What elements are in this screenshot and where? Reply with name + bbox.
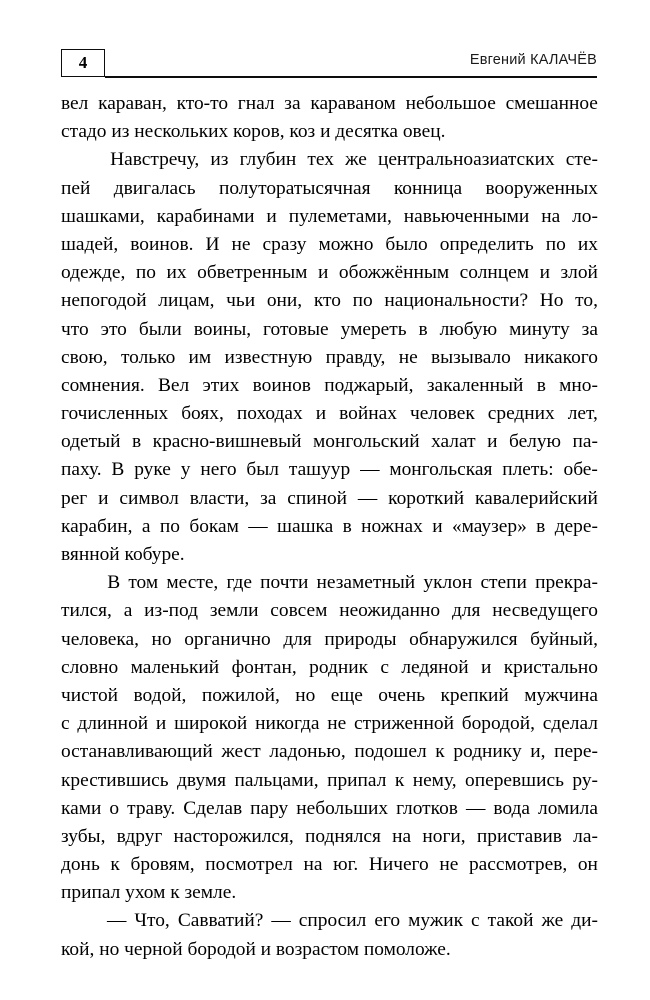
word: сразу	[262, 233, 307, 255]
paragraph-indent	[61, 569, 99, 597]
word: черной	[119, 938, 183, 960]
text-line	[61, 513, 598, 541]
word: вел	[61, 93, 89, 114]
word: и	[481, 656, 492, 678]
word: и	[255, 938, 272, 960]
word: караваном	[310, 93, 396, 114]
word: насторожился,	[173, 825, 294, 847]
word: в	[536, 515, 546, 537]
word: незаметный	[316, 572, 416, 594]
word: вянной	[61, 544, 120, 565]
word: двигалась	[113, 177, 196, 199]
word: еще	[330, 684, 363, 706]
word: юг.	[333, 854, 359, 876]
word: ладонью,	[269, 741, 346, 763]
word: органично	[184, 628, 271, 650]
word: а	[141, 515, 151, 537]
word: и	[315, 403, 327, 425]
word: к	[165, 882, 180, 904]
word: ди-	[571, 910, 598, 932]
word: широкой	[174, 713, 248, 735]
author-name: Евгений КАЛАЧЁВ	[469, 52, 597, 68]
word: минуту	[509, 318, 570, 340]
word: они,	[266, 290, 303, 312]
word: фонтан,	[231, 656, 297, 678]
text-line	[61, 767, 598, 795]
word: навьюченными	[403, 205, 530, 227]
word: из-под	[144, 600, 199, 622]
word: очень	[378, 684, 426, 706]
word: белую	[508, 431, 562, 453]
text-line	[61, 90, 598, 118]
word: стадо	[61, 121, 107, 143]
word: и	[315, 121, 331, 143]
word: определить	[439, 233, 534, 255]
word: известную	[224, 346, 313, 368]
header-divider-rule	[105, 76, 597, 78]
word: непогодой	[61, 290, 147, 312]
word: смешанное	[505, 93, 598, 114]
word: шашка	[277, 515, 334, 537]
word: умереть	[340, 318, 407, 340]
word: ноги,	[422, 825, 466, 847]
word: и	[432, 515, 443, 537]
word: обожжённым	[338, 262, 450, 284]
word: по	[545, 233, 566, 255]
word: буйный,	[530, 628, 598, 650]
text-line	[61, 231, 598, 259]
word: правду,	[325, 346, 386, 368]
word: походах	[236, 403, 303, 425]
word: Савватий?	[177, 910, 264, 932]
word: овец.	[398, 121, 446, 143]
paragraph-indent	[61, 146, 99, 174]
word: по	[159, 515, 180, 537]
word: и,	[530, 741, 546, 763]
word: том	[128, 572, 159, 594]
word: пару	[250, 797, 289, 819]
text-line	[61, 400, 598, 428]
word: словно	[61, 656, 119, 678]
word: коз	[284, 121, 316, 143]
word: карабин,	[61, 515, 133, 537]
word: длинной	[77, 713, 149, 735]
word: воинов	[252, 374, 311, 396]
word: на	[541, 205, 561, 227]
word: вода	[493, 797, 531, 819]
word: жест	[221, 741, 261, 763]
word: «маузер»	[451, 515, 527, 537]
word: за	[284, 93, 301, 114]
word: человек	[409, 403, 475, 425]
word: лет,	[567, 403, 598, 425]
word: ножнах	[361, 515, 423, 537]
word: был	[246, 459, 279, 481]
text-line	[61, 456, 598, 484]
text-line	[61, 879, 598, 907]
word: такой	[487, 910, 534, 932]
word: их	[166, 262, 187, 284]
word: Ничего	[368, 854, 429, 876]
word: земле.	[179, 882, 237, 904]
word: уклон	[423, 572, 473, 594]
word: из	[106, 121, 130, 143]
text-line	[61, 344, 598, 372]
word: в	[342, 515, 352, 537]
word: земли	[209, 600, 259, 622]
word: короткий	[388, 487, 465, 509]
word: крестившись	[61, 769, 169, 791]
word: Навстречу,	[110, 149, 200, 171]
word: помоложе.	[359, 938, 451, 960]
word: это	[100, 318, 127, 340]
word: кавалерийский	[474, 487, 598, 509]
word: к	[110, 854, 120, 876]
paragraph-list	[61, 90, 598, 964]
word: руке	[134, 459, 171, 481]
word: донь	[61, 854, 100, 876]
word: десятка	[330, 121, 398, 143]
word: —	[465, 797, 486, 819]
text-line	[61, 146, 598, 174]
word: неожиданно	[339, 600, 441, 622]
word: месте,	[166, 572, 219, 594]
word: одетый	[61, 431, 121, 453]
word: плеть:	[502, 459, 554, 481]
word: гнал	[237, 93, 275, 114]
word: готовые	[263, 318, 329, 340]
word: сте-	[565, 149, 598, 171]
word: с	[471, 910, 480, 932]
word: паху.	[61, 459, 102, 481]
word: гочисленных	[61, 403, 169, 425]
word: но	[295, 684, 316, 706]
word: коров,	[228, 121, 285, 143]
word: сделал	[542, 713, 598, 735]
word: стриженной	[354, 713, 454, 735]
text-line	[61, 682, 598, 710]
word: закаленный	[426, 374, 524, 396]
word: небольшое	[405, 93, 496, 114]
word: можно	[318, 233, 374, 255]
word: маленький	[130, 656, 220, 678]
word: же	[541, 910, 564, 932]
text-line	[61, 907, 598, 935]
word: ледяной	[401, 656, 469, 678]
word: по	[135, 262, 156, 284]
word: припал	[61, 882, 121, 904]
word: не	[398, 346, 418, 368]
word: и	[155, 713, 167, 735]
word: ташуур	[288, 459, 351, 481]
word: припал	[327, 769, 387, 791]
word: В	[111, 459, 125, 481]
word: их	[577, 233, 598, 255]
word: —	[360, 459, 380, 481]
word: Сделав	[183, 797, 243, 819]
text-line	[61, 851, 598, 879]
word: красно-вишневый	[152, 431, 302, 453]
word: средних	[487, 403, 555, 425]
word: никогда	[255, 713, 320, 735]
word: у	[180, 459, 191, 481]
word: мужик	[408, 910, 464, 932]
word: шашками,	[61, 205, 145, 227]
word: подошел	[354, 741, 427, 763]
word: за	[260, 487, 277, 509]
word: он	[577, 854, 598, 876]
word: природы	[324, 628, 397, 650]
paragraph	[61, 907, 598, 963]
paragraph-indent	[61, 907, 99, 935]
word: карабинами	[156, 205, 255, 227]
word: пей	[61, 177, 91, 199]
word: в	[536, 374, 546, 396]
word: ру-	[572, 769, 598, 791]
word: небольших	[296, 797, 389, 819]
text-line	[61, 626, 598, 654]
word: чистой	[61, 684, 119, 706]
word: в	[132, 431, 142, 453]
word: степи	[480, 572, 527, 594]
word: И	[205, 233, 220, 255]
word: вызывало	[430, 346, 511, 368]
word: и	[98, 487, 109, 509]
paragraph	[61, 569, 598, 907]
text-line	[61, 118, 598, 146]
word: родник	[309, 656, 368, 678]
text-line	[61, 372, 598, 400]
word: его	[374, 910, 401, 932]
text-line	[61, 597, 598, 625]
word: не	[439, 854, 459, 876]
running-header	[61, 49, 597, 81]
word: и	[539, 262, 550, 284]
word: кристально	[503, 656, 598, 678]
word: водой,	[133, 684, 187, 706]
word: не	[231, 233, 251, 255]
word: для	[451, 600, 481, 622]
word: па-	[572, 431, 598, 453]
text-line	[61, 287, 598, 315]
text-line	[61, 936, 598, 964]
text-line	[61, 541, 598, 569]
text-line	[61, 428, 598, 456]
word: из	[210, 149, 229, 171]
word: совсем	[270, 600, 328, 622]
word: любую	[439, 318, 498, 340]
word: бородой	[182, 938, 256, 960]
word: вдруг	[116, 825, 163, 847]
word: то,	[575, 290, 598, 312]
word: ухом	[120, 882, 166, 904]
word: войнах	[339, 403, 397, 425]
word: символ	[119, 487, 179, 509]
word: власти,	[189, 487, 250, 509]
word: возрастом	[271, 938, 360, 960]
word: кто-то	[176, 93, 229, 114]
word: шадей,	[61, 233, 119, 255]
word: к	[435, 741, 445, 763]
word: В	[107, 572, 121, 594]
text-line	[61, 203, 598, 231]
word: останавливающий	[61, 741, 213, 763]
word: —	[107, 910, 127, 932]
word: спиной	[287, 487, 348, 509]
word: бородой,	[461, 713, 535, 735]
word: дере-	[554, 515, 598, 537]
word: мно-	[559, 374, 598, 396]
word: Что,	[134, 910, 170, 932]
word: злой	[560, 262, 598, 284]
word: тех	[307, 149, 334, 171]
word: но	[94, 938, 120, 960]
word: о	[109, 797, 120, 819]
paragraph	[61, 90, 598, 146]
word: —	[271, 910, 291, 932]
word: халат	[431, 431, 476, 453]
word: чьи	[226, 290, 256, 312]
word: конница	[393, 177, 463, 199]
word: лицам,	[158, 290, 215, 312]
word: с	[380, 656, 389, 678]
word: глубин	[239, 149, 297, 171]
text-line	[61, 710, 598, 738]
word: было	[385, 233, 428, 255]
word: глотков	[396, 797, 458, 819]
word: и	[487, 431, 498, 453]
text-line	[61, 795, 598, 823]
text-line	[61, 654, 598, 682]
word: тился,	[61, 600, 112, 622]
word: на	[303, 854, 323, 876]
word: для	[283, 628, 312, 650]
word: бокам	[189, 515, 239, 537]
word: почти	[260, 572, 309, 594]
word: к	[394, 769, 405, 791]
word: монгольская	[389, 459, 493, 481]
text-line	[61, 175, 598, 203]
word: центральноазиатских	[377, 149, 555, 171]
word: двумя	[177, 769, 227, 791]
word: человека,	[61, 628, 139, 650]
word: —	[357, 487, 378, 509]
text-line	[61, 316, 598, 344]
word: ло-	[572, 205, 598, 227]
word: но	[151, 628, 172, 650]
word: воины,	[193, 318, 252, 340]
word: сомнения.	[61, 374, 145, 396]
word: зубы,	[61, 825, 106, 847]
text-line	[61, 485, 598, 513]
word: траву.	[127, 797, 176, 819]
word: и	[317, 262, 329, 284]
text-line	[61, 738, 598, 766]
word: пальцами,	[234, 769, 319, 791]
word: кобуре.	[119, 544, 185, 565]
word: обе-	[563, 459, 598, 481]
word: за	[581, 318, 598, 340]
word: полуторатысячная	[218, 177, 371, 199]
word: этих	[202, 374, 240, 396]
word: пожилой,	[201, 684, 280, 706]
word: а	[123, 600, 133, 622]
word: пулеметами,	[288, 205, 392, 227]
word: же	[345, 149, 367, 171]
word: по	[352, 290, 373, 312]
word: боях,	[181, 403, 224, 425]
text-line	[61, 259, 598, 287]
word: одежде,	[61, 262, 126, 284]
word: обветренным	[197, 262, 308, 284]
word: кой,	[61, 938, 95, 960]
word: были	[138, 318, 182, 340]
body-text-column	[61, 90, 598, 964]
word: в	[418, 318, 428, 340]
word: нему,	[412, 769, 457, 791]
word: Вел	[157, 374, 190, 396]
word: рассмотрев,	[468, 854, 568, 876]
word: посмотрел	[205, 854, 293, 876]
word: оперевшись	[465, 769, 564, 791]
word: не	[327, 713, 347, 735]
word: никакого	[524, 346, 598, 368]
word: приставив	[476, 825, 562, 847]
word: национальности?	[384, 290, 529, 312]
word: ла-	[573, 825, 598, 847]
word: и	[266, 205, 277, 227]
word: обнаружился	[409, 628, 518, 650]
word: где	[226, 572, 252, 594]
word: поднялся	[305, 825, 381, 847]
word: ками	[61, 797, 102, 819]
word: нескольких	[129, 121, 229, 143]
word: караван,	[98, 93, 167, 114]
word: свою,	[61, 346, 108, 368]
word: кто	[313, 290, 341, 312]
word: на	[392, 825, 412, 847]
word: прекра-	[535, 572, 598, 594]
word: —	[248, 515, 268, 537]
word: рег	[61, 487, 88, 509]
word: Но	[539, 290, 564, 312]
word: бровям,	[130, 854, 195, 876]
word: несведущего	[492, 600, 598, 622]
word: мужчина	[524, 684, 598, 706]
paragraph	[61, 146, 598, 569]
word: им	[188, 346, 212, 368]
word: спросил	[298, 910, 367, 932]
word: него	[200, 459, 237, 481]
word: монгольский	[313, 431, 420, 453]
word: поджарый,	[324, 374, 414, 396]
word: с	[61, 713, 70, 735]
word: ломила	[538, 797, 598, 819]
word: что	[61, 318, 89, 340]
text-line	[61, 823, 598, 851]
word: воинов.	[130, 233, 194, 255]
word: роднику	[453, 741, 522, 763]
word: пере-	[554, 741, 598, 763]
page-number: 4	[61, 49, 105, 77]
word: вооруженных	[485, 177, 598, 199]
word: только	[120, 346, 176, 368]
text-line	[61, 569, 598, 597]
word: крепкий	[440, 684, 509, 706]
word: солнцем	[459, 262, 530, 284]
